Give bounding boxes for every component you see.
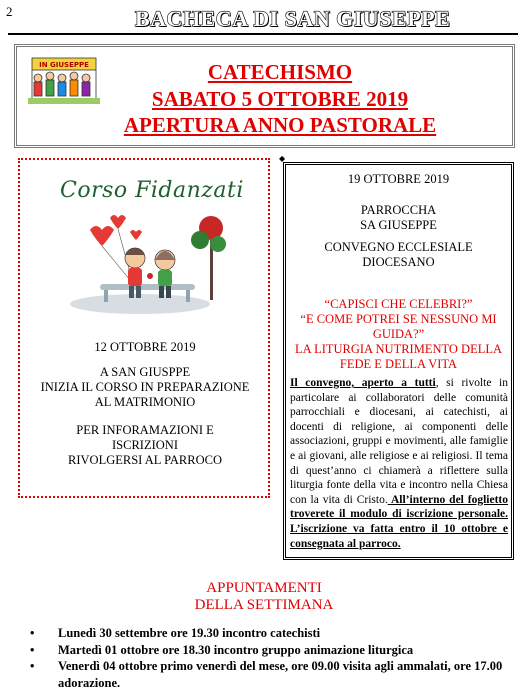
event-text: Lunedì 30 settembre ore 19.30 incontro catechisti (58, 626, 321, 640)
quote-line: “CAPISCI CHE CELEBRI?” (324, 297, 473, 311)
convegno-title (285, 240, 512, 270)
corso-description-line: A SAN GIUSPPE (99, 365, 191, 379)
corso-date: 12 OTTOBRE 2019 (94, 340, 196, 354)
parish-name (285, 203, 512, 233)
group-of-children-logo (26, 54, 102, 108)
list-item (30, 625, 520, 642)
masthead-title: BACHECA DI SAN GIUSEPPE (135, 6, 451, 31)
header-title-catechismo: CATECHISMO (207, 60, 353, 84)
header-title-date: SABATO 5 OTTOBRE 2019 (151, 87, 409, 111)
header-title-apertura: APERTURA ANNO PASTORALE (123, 113, 437, 137)
parish-line: SA GIUSEPPE (360, 218, 437, 232)
bullet-icon: • (30, 659, 35, 673)
corso-description (20, 365, 270, 410)
corso-description-line: INIZIA IL CORSO IN PREPARAZIONE (40, 380, 250, 394)
events-list (30, 625, 520, 691)
parish-line: PARROCCHA (360, 203, 437, 217)
corso-info-line: PER INFORAMAZIONI E (76, 423, 214, 437)
convegno-title-line: DIOCESANO (362, 255, 435, 269)
list-item (30, 658, 520, 691)
quote-line: GUIDA?” (372, 327, 425, 341)
masthead-rule (8, 33, 518, 35)
quote-line: FEDE E DELLA VITA (339, 357, 458, 371)
logo-sign-text: IN GIUSEPPE (39, 61, 89, 69)
convegno-body (290, 376, 508, 551)
quote-line: “E COME POTREI SE NESSUNO MI (300, 312, 497, 326)
corso-info-line: RIVOLGERSI AL PARROCO (68, 453, 222, 467)
corso-info-line: ISCRIZIONI (112, 438, 178, 452)
convegno-quote (285, 297, 512, 372)
corso-description-line: AL MATRIMONIO (94, 395, 196, 409)
appuntamenti-heading: APPUNTAMENTI (206, 580, 322, 596)
bullet-icon: • (30, 626, 35, 640)
convegno-body-lead: Il convegno, aperto a tutti (290, 377, 436, 389)
convegno-body-tail: All’interno del foglietto troverete il modulo di iscrizione personale. L’iscrizione va fatta entro il 10 ottobre e consegnata al parroco. (290, 493, 509, 550)
event-text: Martedì 01 ottobre ore 18.30 incontro gruppo animazione liturgica (58, 642, 414, 657)
event-text: Venerdì 04 ottobre primo venerdì del mese, ore 09.00 visita agli ammalati, ore 17.00 adorazione. (58, 659, 503, 690)
corso-info (20, 423, 270, 468)
convegno-body-main: , si rivolte in particolare ai collaboratori delle comunità parrocchiali e diocesani, ai catechisti, ai docenti di religione, ai componenti delle associazioni, gruppi e movimenti, alle famiglie e ai giovani, alle religiose e ai religiosi. Il tema di quest’anno ci chiamerà a riflettere sulla liturgia fonte della vita e incontro nella Chiesa con la vita di Cristo. (290, 377, 509, 506)
page-number: 2 (6, 4, 13, 19)
convegno-title-line: CONVEGNO ECCLESIALE (324, 240, 473, 254)
quote-line: LA LITURGIA NUTRIMENTO DELLA (294, 342, 503, 356)
appuntamenti-subheading: DELLA SETTIMANA (194, 597, 334, 613)
couple-on-bench-illustration (60, 200, 230, 320)
convegno-date: 19 OTTOBRE 2019 (347, 172, 450, 186)
list-item (30, 642, 520, 659)
bullet-icon: • (30, 642, 35, 657)
corner-mark: ◆ (279, 154, 286, 163)
corso-fidanzati-title: Corso Fidanzati (60, 178, 244, 203)
